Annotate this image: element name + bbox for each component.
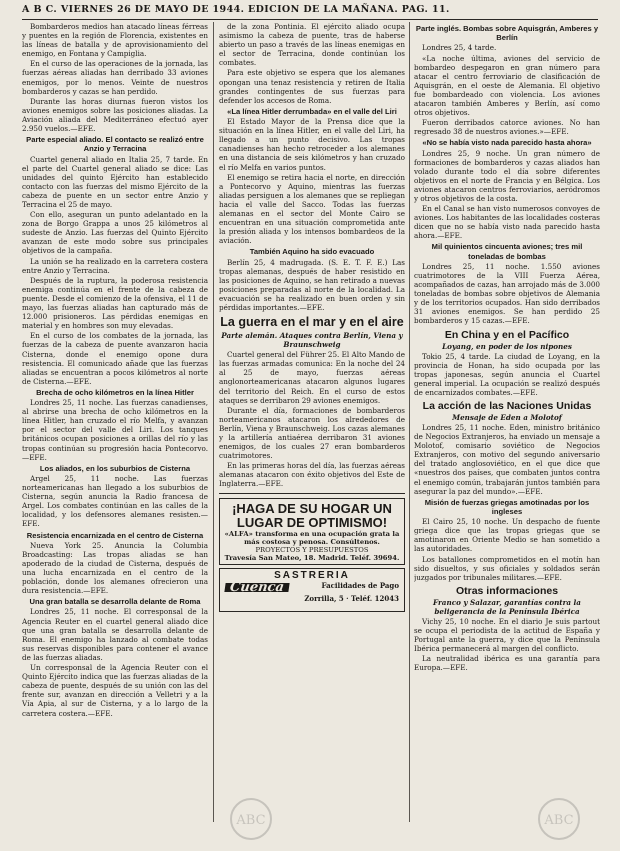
paragraph: Berlín 25, 4 madrugada. (S. E. T. F. E.) Las tropas alemanas, después de haber resistido en las posiciones de Aquino, se han retirado a nuevas posiciones preparadas al norte de la localidad. La evacuación se ha realizado en buen orden y sin pérdidas importantes.—EFE.	[219, 257, 405, 313]
paragraph: Después de la ruptura, la poderosa resistencia enemiga continúa en el frente de la cabeza de puente. Desde el comienzo de la ofensiva, el 11 de mayo, las fuerzas aliadas han capturado más de 12.000 prisioneros. Las pérdidas enemigas en material y en hombres son muy elevadas.	[22, 275, 208, 331]
headline-hitler-line-collapsed: «La línea Hitler derrumbada» en el valle del Liri	[227, 106, 397, 116]
paragraph: En el curso de las operaciones de la jornada, las fuerzas aéreas aliadas han derribado 33 aviones enemigos, por lo menos. Veinte de nuestros bombarderos y cazas se han perdido.	[22, 59, 208, 96]
paragraph: Londres 25, 11 noche. 1.550 aviones cuatrimotores de la VIII Fuerza Aérea, acompañados de cazas, han arrojado más de 3.000 toneladas de bombas sobre objetivos de Alemania y de los territorios ocupados. Han sido derribados 31 aviones enemigos. Se han perdido 25 bombarderos y 15 cazas.—EFE.	[414, 261, 600, 326]
paragraph: Cuartel general aliado en Italia 25, 7 tarde. En el parte del Cuartel general aliado se dice: Las unidades del quinto Ejército han establecido contacto con las fuerzas del mismo Ejército de la cabeza de puente en un sector entre Anzio y Terracina el 25 de mayo.	[22, 154, 208, 209]
column-divider	[409, 22, 410, 822]
subheadline-eden: Mensaje de Eden a Molotof	[452, 413, 562, 423]
ad-tagline: «ALFA» transforma en una ocupación grata la más costosa y penosa. Consúltenos.	[224, 529, 400, 546]
ad-headline: ¡HAGA DE SU HOGAR UN LUGAR DE OPTIMISMO!	[232, 500, 392, 530]
headline-english-report: Parte inglés. Bombas sobre Aquisgrán, Amberes y Berlín	[415, 24, 599, 43]
paragraph: Durante el día, formaciones de bombarderos norteamericanos atacaron los alrededores de Berlín, Viena y Braunschweig. Los cazas alemanes y la artillería antiaérea derribaron 31 aviones enemigos, de los cuales 27 eran bombarderos cuatrimotores.	[219, 405, 405, 461]
paragraph: La unión se ha realizado en la carretera costera entre Anzio y Terracina.	[22, 256, 208, 275]
headline-resistance: Resistencia encarnizada en el centro de Cisterna	[26, 530, 204, 540]
headline-bombers: Mil quinientos cincuenta aviones; tres mil toneladas de bombas	[431, 242, 583, 261]
ad-address: Travesía San Mateo, 18. Madrid. Teléf. 39694.	[224, 553, 400, 562]
paragraph: Bombarderos medios han atacado líneas férreas y puentes en la región de Florencia, existentes en las líneas de batalla y de aprovisionamiento del enemigo, en Fontana y Campiglia.	[22, 22, 208, 59]
paragraph: En el Canal se han visto numerosos convoyes de aviones. Los habitantes de las localidades costeras dicen que no se había visto nada parecido hasta ahora.—EFE.	[414, 204, 600, 241]
paragraph: Nueva York 25. Anuncia la Columbia Broadcasting: Las tropas aliadas se han apoderado de la ciudad de Cisterna, después de una lucha encarnizada en el centro de la población, donde los alemanes ofrecieron una dura resistencia.—EFE.	[22, 540, 208, 596]
subheadline-war: Parte alemán. Ataques contra Berlín, Viena y Braunschweig	[221, 331, 403, 350]
header-rule	[22, 19, 598, 20]
headline-never-seen: «No se había visto nada parecido hasta ahora»	[422, 138, 592, 148]
subheadline-loyang: Loyang, en poder de los nipones	[442, 341, 572, 351]
paragraph: Durante las horas diurnas fueron vistos los aviones enemigos sobre las posiciones aliadas. La Aviación aliada del Mediterráneo efectuó ayer 2.950 vuelos.—EFE.	[22, 96, 208, 134]
column-divider	[213, 22, 214, 822]
paragraph: Con ello, aseguran un punto adelantado en la zona de Borgo Grappa a unos 25 kilómetros al sudeste de Anzio. Las fuerzas del Quinto Ejército avanzan de este modo sobre sus principales objetivos de la campaña.	[22, 210, 208, 256]
paragraph: El Cairo 25, 10 noche. Un despacho de fuente griega dice que las tropas griegas que se amotinaron en Oriente Medio se han sometido a las autoridades.	[414, 517, 600, 554]
paragraph: Londres 25, 11 noche. El corresponsal de la Agencia Reuter en el cuartel general aliado dice que una gran batalla se desarrolla delante de Roma. El enemigo ha lanzado al combate todas sus reservas disponibles para contener el avance de las fuerzas aliadas.	[22, 607, 208, 662]
paragraph: En las primeras horas del día, las fuerzas aéreas alemanas atacaron con éxito objetivos del Este de Inglaterra.—EFE.	[219, 461, 405, 489]
ad-address: Zorrilla, 5 · Teléf. 12043	[304, 593, 399, 603]
headline-cisterna: Los aliados, en los suburbios de Cisterna	[39, 463, 191, 473]
advertisement-alfa	[219, 498, 405, 565]
paragraph: La neutralidad ibérica es una garantía para Europa.—EFE.	[414, 654, 600, 673]
headline-greek-forces: Misión de fuerzas griegas amotinadas por los ingleses	[424, 497, 590, 516]
headline-battle-rome: Una gran batalla se desarrolla delante de Roma	[29, 597, 201, 607]
svg-text:ABC: ABC	[544, 813, 574, 828]
page-header: A B C. VIERNES 26 DE MAYO DE 1944. EDICION DE LA MAÑANA. PAG. 11.	[22, 4, 450, 15]
headline-anzio: Parte especial aliado. El contacto se realizó entre Anzio y Terracina	[26, 135, 204, 154]
ad-payment: Facilidades de Pago	[321, 580, 399, 590]
paragraph: Un corresponsal de la Agencia Reuter con el Quinto Ejército indica que las fuerzas aliadas de la cabeza de puente, después de su unión con las del frente sur, avanzan en dirección a Velletri y a la Vía Apia, al sur de Cisterna, y a lo largo de la carretera costera.—EFE.	[22, 663, 208, 718]
section-title-war: La guerra en el mar y en el aire	[220, 315, 404, 330]
paragraph: Londres 25, 11 noche. Las fuerzas canadienses, al abrirse una brecha de ocho kilómetros en la línea Hitler, han cruzado el río Melfa, y avanzan por el sector del valle del Liri. Los tanques británicos ocupan posiciones a orillas del río y las tropas continúan su progresión hacia Pontecorvo.—EFE.	[22, 398, 208, 462]
column-3	[414, 22, 600, 822]
section-rule	[219, 493, 405, 494]
headline-aquino: También Aquino ha sido evacuado	[249, 247, 375, 257]
subheadline-franco-salazar: Franco y Salazar, garantías contra la beligerancia de la Península Ibérica	[433, 597, 581, 616]
column-1	[22, 22, 208, 822]
paragraph: Cuartel general del Führer 25. El Alto Mando de las fuerzas armadas comunica: En la noche del 24 al 25 de mayo, fuerzas aéreas anglonorteamericanas atacaron algunos lugares del territorio del Reich. En el curso de estos ataques se derribaron 29 aviones enemigos.	[219, 350, 405, 405]
paragraph: Londres 25, 11 noche. Eden, ministro británico de Negocios Extranjeros, ha enviado un mensaje a Molotof, comisario soviético de Negocios Extranjeros, con motivo del segundo aniversario del tratado anglosoviético, en el que dice que «nuestros dos países, que combaten juntos contra el enemigo común, trabajarán juntos también para asegurar la paz del mundo».—EFE.	[414, 423, 600, 496]
paragraph: de la zona Pontinia. El ejército aliado ocupa asimismo la cabeza de puente, tras de haberse abierto un paso a través de las líneas enemigas en el sector de Terracina, donde continúan los combates.	[219, 22, 405, 68]
paragraph: Londres 25, 4 tarde.	[422, 43, 497, 53]
paragraph: «La noche última, aviones del servicio de bombardeo despegaron en gran número para atacar el centro ferroviario de clasificación de Aquisgrán, en el oeste de Alemania. El objetivo fue bombardeado con violencia. Los aviones atacaron también Amberes y Berlín, así como otros objetivos.	[414, 53, 600, 118]
headline-hitler-line: Brecha de ocho kilómetros en la línea Hitler	[36, 387, 194, 397]
paragraph: Londres 25, 9 noche. Un gran número de formaciones de bombarderos y cazas aliados han volado durante todo el día sobre diferentes objetivos en el norte de Francia y en Bélgica. Los aviones atacaron centros ferroviarios, aeródromos y otros objetivos de la costa.	[414, 148, 600, 204]
paragraph: Vichy 25, 10 noche. En el diario Je suis partout se ocupa el periodista de la actitud de España y Portugal ante la guerra, y dice que la Península Ibérica permanecerá al margen del conflicto.	[414, 616, 600, 654]
section-title-other-news: Otras informaciones	[455, 584, 559, 597]
section-title-united-nations: La acción de las Naciones Unidas	[422, 400, 592, 413]
paragraph: El Estado Mayor de la Prensa dice que la situación en la línea Hitler, en el valle del Liri, ha llegado a un punto decisivo. Las tropas canadienses han hecho retroceder a los alemanes en una distancia de seis kilómetros y han cruzado el río Melfa en varios puntos.	[219, 117, 405, 172]
paragraph: Fueron derribados catorce aviones. No han regresado 38 de nuestros aviones.»—EFE.	[414, 118, 600, 137]
svg-text:ABC: ABC	[236, 813, 266, 828]
column-2	[219, 22, 405, 822]
abc-watermark	[536, 796, 582, 842]
ad-title: SASTRERIA	[274, 569, 350, 581]
paragraph: Para este objetivo se espera que los alemanes opongan una tenaz resistencia y retiren de Italia grandes contingentes de sus fuerzas para defender los accesos de Roma.	[219, 68, 405, 105]
advertisement-sastreria	[219, 568, 405, 612]
ad-brand: Cuenca	[224, 583, 289, 592]
paragraph: Argel 25, 11 noche. Las fuerzas norteamericanas han llegado a los suburbios de Cisterna, según anuncia la Radio francesa de Argel. Los combates continúan en las calles de la localidad, y los defensores alemanes resisten.—EFE.	[22, 473, 208, 529]
paragraph: El enemigo se retira hacia el norte, en dirección a Pontecorvo y Aquino, mientras las fuerzas aliadas persiguen a los alemanes que se repliegan hacia el valle del Sacco. Todas las fuerzas alemanas en el sector del Monte Cairo se encuentran en una situación comprometida ante la presión aliada y los intensos bombardeos de la aviación.	[219, 172, 405, 246]
abc-watermark	[228, 796, 274, 842]
paragraph: Tokio 25, 4 tarde. La ciudad de Loyang, en la provincia de Honan, ha sido ocupada por las tropas japonesas, según anuncia el Cuartel general imperial. La ocupación se realizó después de encarnizados combates.—EFE.	[414, 351, 600, 397]
paragraph: En el curso de los combates de la jornada, las fuerzas de la cabeza de puente avanzaron hacia Cisterna, donde el enemigo opone dura resistencia. El comunicado añade que las fuerzas aliadas se encuentran a pocos kilómetros al norte de Cisterna.—EFE.	[22, 331, 208, 386]
paragraph: Los batallones comprometidos en el motín han sido disueltos, y sus oficiales y soldados serán juzgados por tribunales militares.—EFE.	[414, 554, 600, 582]
ad-services: PROYECTOS Y PRESUPUESTOS	[255, 545, 369, 554]
section-title-china: En China y en el Pacífico	[444, 328, 570, 341]
